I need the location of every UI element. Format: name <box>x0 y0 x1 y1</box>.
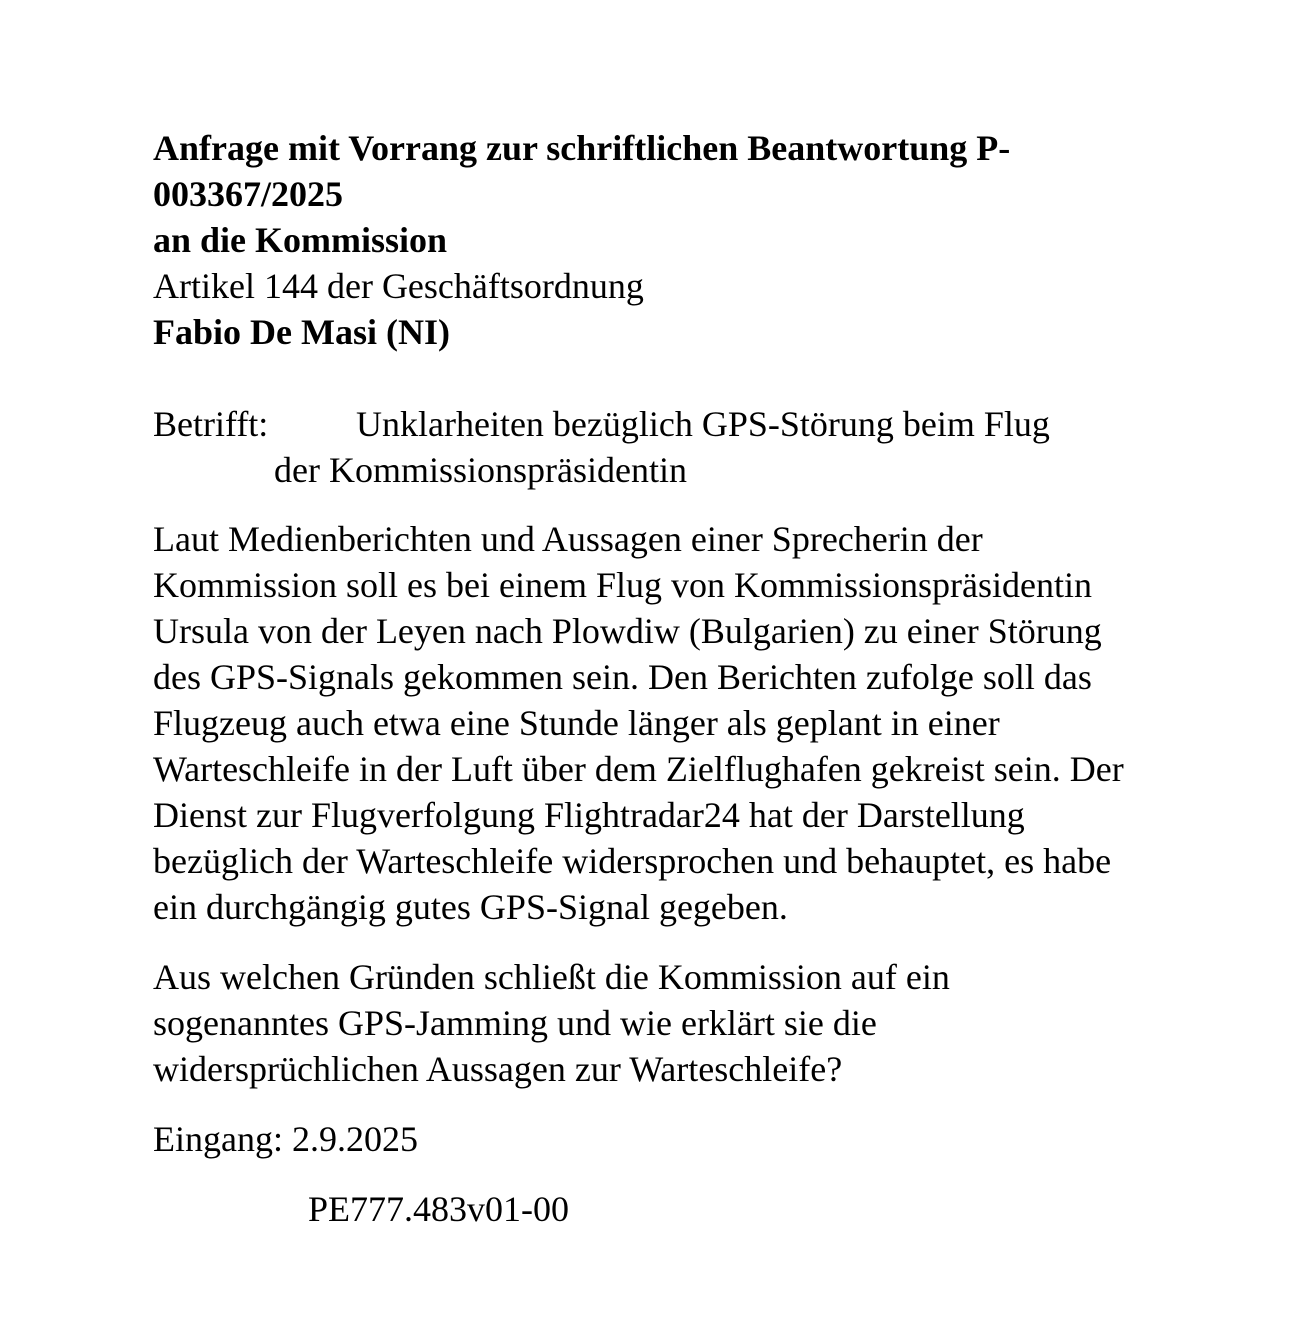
received-date: Eingang: 2.9.2025 <box>153 1119 418 1159</box>
rule-reference: Artikel 144 der Geschäftsordnung <box>153 266 644 306</box>
recipient: an die Kommission <box>153 220 448 260</box>
document-title-line-1: Anfrage mit Vorrang zur schriftlichen Beantwortung P- <box>153 128 1011 168</box>
subject-label: Betrifft: <box>153 404 269 444</box>
body-paragraph-1: Laut Medienberichten und Aussagen einer Sprecherin der Kommission soll es bei einem Flug von Kommissionspräsidentin Ursula von der Leyen nach Plowdiw (Bulgarien) zu einer Störung des GPS-Signals gekommen sein. Den Berichten zufolge soll das Flugzeug auch etwa eine Stunde länger als geplant in einer Warteschleife in der Luft über dem Zielflughafen gekreist sein. Der Dienst zur Flugverfolgung Flightradar24 hat der Darstellung bezüglich der Warteschleife widersprochen und behauptet, es habe ein durchgängig gutes GPS-Signal gegeben. <box>153 519 1124 927</box>
author: Fabio De Masi (NI) <box>153 312 450 352</box>
body-paragraph-2: Aus welchen Gründen schließt die Kommission auf ein sogenanntes GPS-Jamming und wie erklärt sie die widersprüchlichen Aussagen zur Warteschleife? <box>153 957 950 1089</box>
document-title-line-2: 003367/2025 <box>153 174 344 214</box>
subject-line-1: Unklarheiten bezüglich GPS-Störung beim Flug <box>356 404 1050 444</box>
subject-block <box>153 401 1153 493</box>
document-page <box>153 125 1153 1232</box>
subject-line-2: der Kommissionspräsidentin <box>274 450 687 490</box>
document-reference: PE777.483v01-00 <box>308 1189 569 1229</box>
